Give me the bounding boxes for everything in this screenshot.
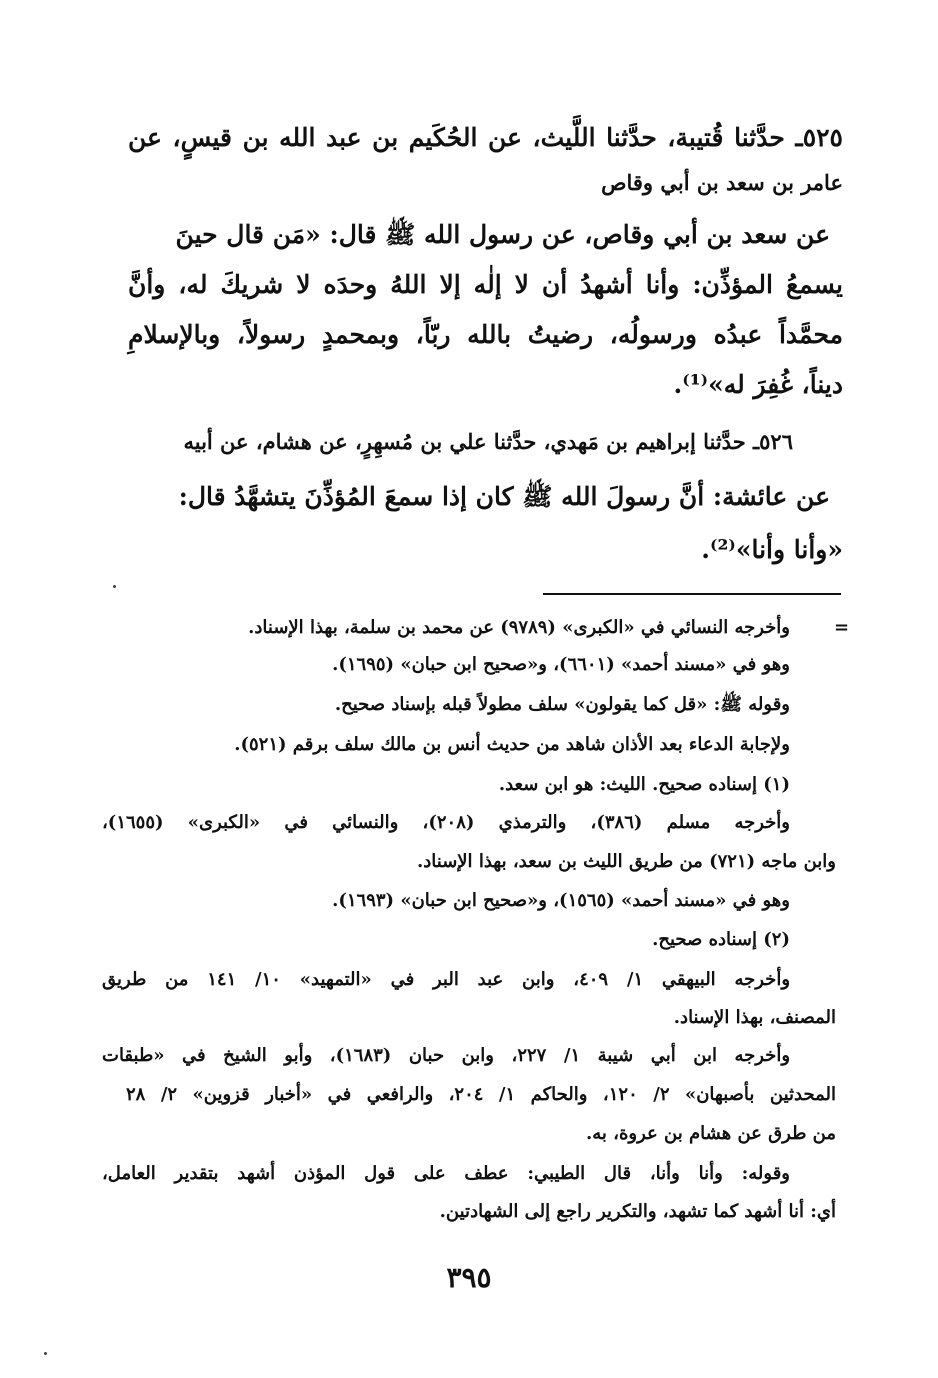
hadith-526-isnad-line-1: ٥٢٦ـ حدَّثنا إبراهيم بن مَهدي، حدَّثنا علي بن مُسهِرٍ، عن هشام، عن أبيه (183, 429, 793, 454)
footnote-marker-1: (١) إسناده صحيح. الليث: هو ابن سعد. (498, 774, 790, 795)
hadith-526-matn-line-2: «وأنا وأنا»⁽²⁾. (701, 535, 843, 564)
footnote-line: وأخرجه مسلم (٣٨٦)، والترمذي (٢٠٨)، والنسائي في «الكبرى» (١٦٥٥)، (102, 812, 791, 833)
footnote-line: وأخرجه البيهقي ١/ ٤٠٩، وابن عبد البر في «التمهيد» ١٠/ ١٤١ من طريق (102, 969, 791, 990)
footnote-continuation-mark: = (834, 617, 850, 638)
footnote-line: وقوله ﷺ: «قل كما يقولون» سلف مطولاً قبله بإسناد صحيح. (334, 694, 790, 715)
footnote-marker-2: (٢) إسناده صحيح. (652, 929, 790, 950)
footnote-line: وهو في «مسند أحمد» (١٥٦٥)، و«صحيح ابن حبان» (١٦٩٣). (332, 890, 790, 911)
footnote-line: من طرق عن هشام بن عروة، به. (585, 1123, 836, 1144)
scan-speck (44, 1352, 47, 1355)
footnote-line: المصنف، بهذا الإسناد. (673, 1007, 836, 1028)
hadith-525-isnad-line-2: عامر بن سعد بن أبي وقاص (601, 170, 843, 195)
hadith-525-matn-line-2: يسمعُ المؤذِّن: وأنا أشهدُ أن لا إلٰه إلا اللهُ وحدَه لا شريكَ له، وأنَّ (128, 270, 843, 299)
footnote-line: وأخرجه ابن أبي شيبة ١/ ٢٢٧، وابن حبان (١٦٨٣)، وأبو الشيخ في «طبقات (102, 1045, 791, 1066)
footnote-line: وأخرجه النسائي في «الكبرى» (٩٧٨٩) عن محمد بن سلمة، بهذا الإسناد. (248, 617, 790, 638)
footnote-line: وابن ماجه (٧٢١) من طريق الليث بن سعد، بهذا الإسناد. (417, 851, 836, 872)
hadith-525-matn-line-3: محمَّداً عبدُه ورسولُه، رضيتُ بالله ربّاً، وبمحمدٍ رسولاً، وبالإسلامِ (128, 320, 843, 349)
footnote-line: المحدثين بأصبهان» ٢/ ١٢٠، والحاكم ١/ ٢٠٤، والرافعي في «أخبار قزوين» ٢/ ٢٨ (126, 1084, 836, 1105)
hadith-525-isnad-line-1: ٥٢٥ـ حدَّثنا قُتيبة، حدَّثنا اللَّيث، عن الحُكَيم بن عبد الله بن قيسٍ، عن (128, 123, 843, 152)
footnote-line: أي: أنا أشهد كما تشهد، والتكرير راجع إلى الشهادتين. (439, 1201, 836, 1222)
footnote-line: وهو في «مسند أحمد» (٦٦٠١)، و«صحيح ابن حبان» (١٦٩٥). (332, 654, 790, 675)
scan-speck (113, 585, 116, 588)
hadith-525-matn-line-4: ديناً، غُفِرَ له»⁽¹⁾. (673, 370, 843, 399)
footnote-divider (543, 593, 841, 595)
footnote-line: وقوله: وأنا وأنا، قال الطيبي: عطف على قول المؤذن أشهد بتقدير العامل، (102, 1163, 790, 1184)
hadith-525-matn-line-1: عن سعد بن أبي وقاص، عن رسول الله ﷺ قال: «مَن قال حينَ (175, 220, 830, 249)
page-number: ٣٩٥ (446, 1261, 492, 1294)
footnote-line: ولإجابة الدعاء بعد الأذان شاهد من حديث أنس بن مالك سلف برقم (٥٢١). (234, 734, 790, 755)
hadith-526-matn-line-1: عن عائشة: أنَّ رسولَ الله ﷺ كان إذا سمعَ المُؤذِّنَ يتشهَّدُ قال: (178, 482, 830, 511)
